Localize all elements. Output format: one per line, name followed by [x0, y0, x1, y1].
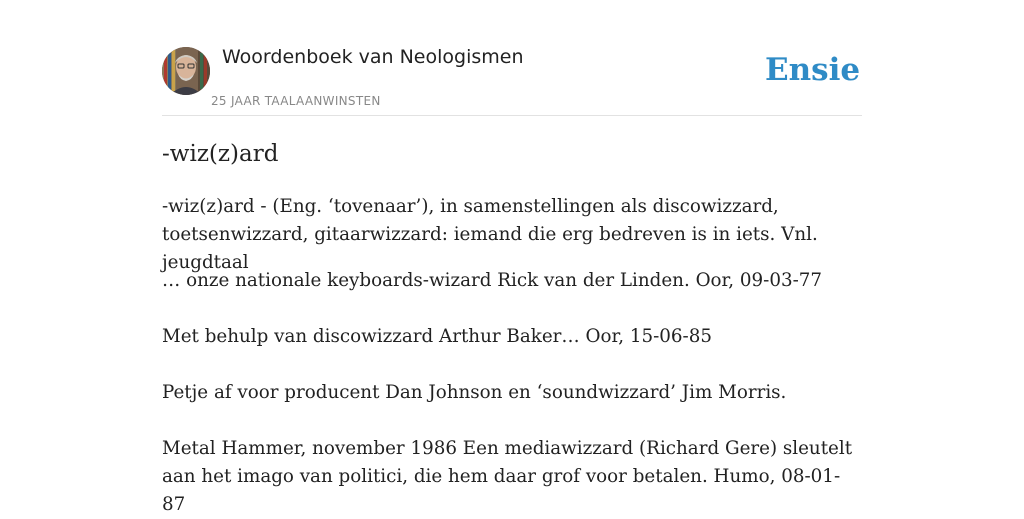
site-subtitle: 25 JAAR TAALAANWINSTEN	[211, 94, 381, 108]
author-avatar[interactable]	[162, 47, 210, 95]
quote-item: Met behulp van discowizzard Arthur Baker… Oor, 15-06-85	[162, 326, 712, 347]
entry-definition: -wiz(z)ard - (Eng. ‘tovenaar’), in samenstellingen als discowizzard, toetsenwizzard, gitaarwizzard: iemand die erg bedreven is in iets. Vnl. jeugdtaal	[162, 196, 818, 273]
quote-item: Petje af voor producent Dan Johnson en ‘soundwizzard’ Jim Morris.	[162, 382, 787, 403]
quote-item: … onze nationale keyboards-wizard Rick van der Linden. Oor, 09-03-77	[162, 270, 823, 291]
quote-item: Metal Hammer, november 1986 Een mediawizzard (Richard Gere) sleutelt aan het imago van politici, die hem daar grof voor betalen. Humo, 08-01-87	[162, 438, 853, 515]
avatar-image	[162, 47, 210, 95]
site-title[interactable]: Woordenboek van Neologismen	[222, 46, 524, 68]
ensie-logo-link[interactable]: Ensie	[765, 52, 861, 88]
header-divider	[162, 115, 862, 116]
entry-title: -wiz(z)ard	[162, 141, 279, 167]
